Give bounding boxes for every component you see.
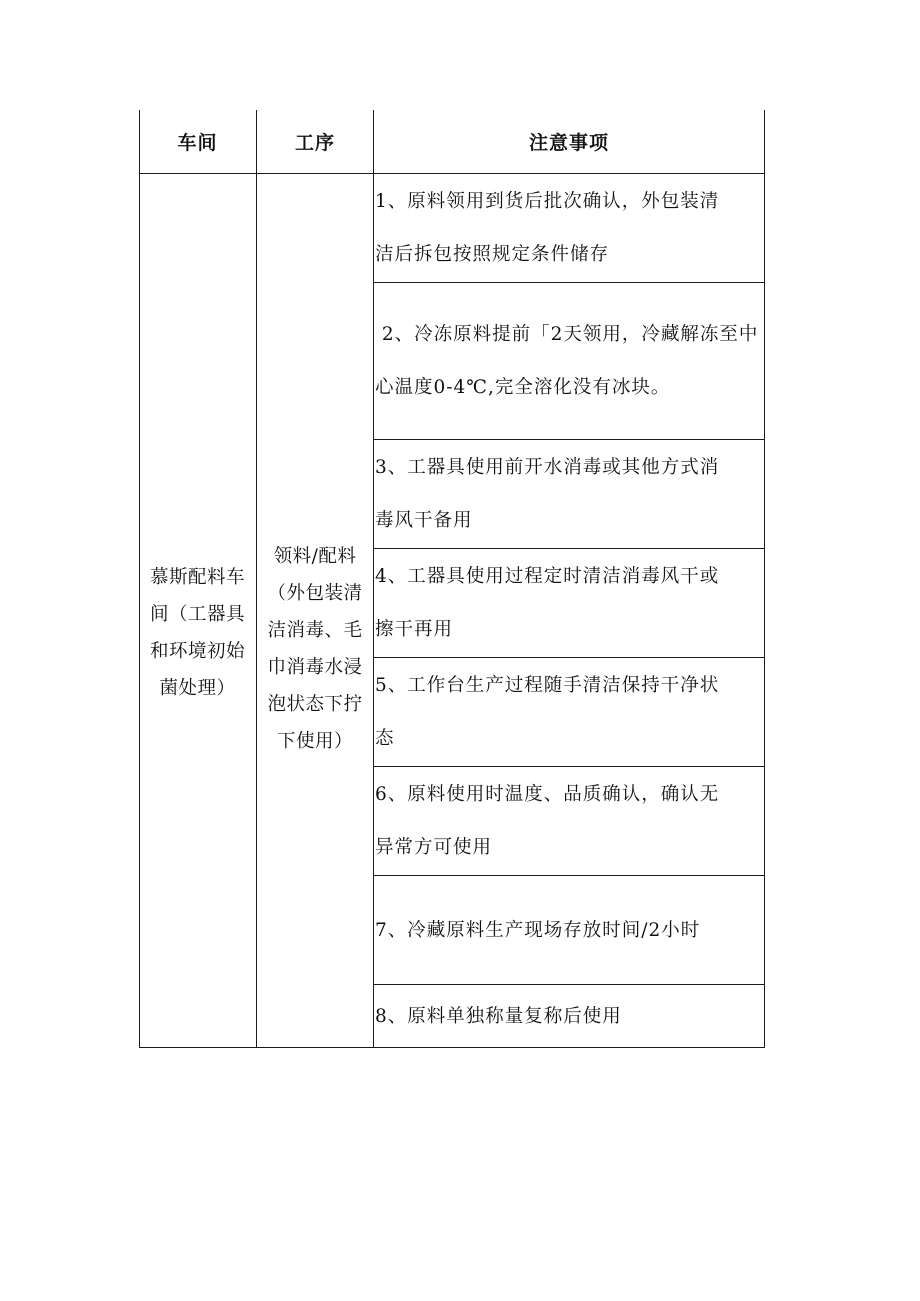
- note-row-4: [375, 549, 763, 657]
- table-border-right: [764, 110, 765, 1048]
- note-row-3: [375, 440, 763, 548]
- process-cell: [257, 173, 373, 1048]
- note-text: 1、原料领用到货后批次确认，外包装清洁后拆包按照规定条件储存: [375, 191, 720, 265]
- header-workshop-label: 车间: [177, 132, 218, 154]
- note-row-1: [375, 174, 763, 282]
- column-divider-2: [373, 110, 374, 1048]
- note-text: 6、原料使用时温度、品质确认，确认无异常方可使用: [375, 784, 720, 858]
- note-row-8: [375, 985, 763, 1047]
- note-text: 7、冷藏原料生产现场存放时间/2小时: [375, 919, 701, 941]
- note-text: 3、工器具使用前开水消毒或其他方式消毒风干备用: [375, 457, 720, 531]
- notes-table: [139, 110, 765, 1048]
- note-row-5: [375, 658, 763, 766]
- note-row-2: [375, 283, 763, 439]
- workshop-text: 慕斯配料车间（工器具和环境初始菌处理）: [149, 567, 245, 699]
- note-text: 8、原料单独称量复称后使用: [375, 1005, 622, 1027]
- note-text: 4、工器具使用过程定时清洁消毒风干或擦干再用: [375, 566, 720, 640]
- note-row-6: [375, 767, 763, 875]
- note-text: 2、冷冻原料提前「2天领用，冷藏解冻至中心温度0-4℃,完全溶化没有冰块。: [375, 324, 759, 398]
- header-notes-label: 注意事项: [528, 132, 609, 154]
- header-notes: [374, 110, 764, 173]
- workshop-cell: [139, 173, 256, 1048]
- header-process-label: 工序: [294, 132, 335, 154]
- header-workshop: [139, 110, 256, 173]
- process-text: 领料/配料（外包装清洁消毒、毛巾消毒水浸泡状态下拧下使用）: [267, 546, 363, 752]
- note-row-7: [375, 876, 763, 984]
- note-text: 5、工作台生产过程随手清洁保持干净状态: [375, 675, 720, 749]
- header-process: [257, 110, 373, 173]
